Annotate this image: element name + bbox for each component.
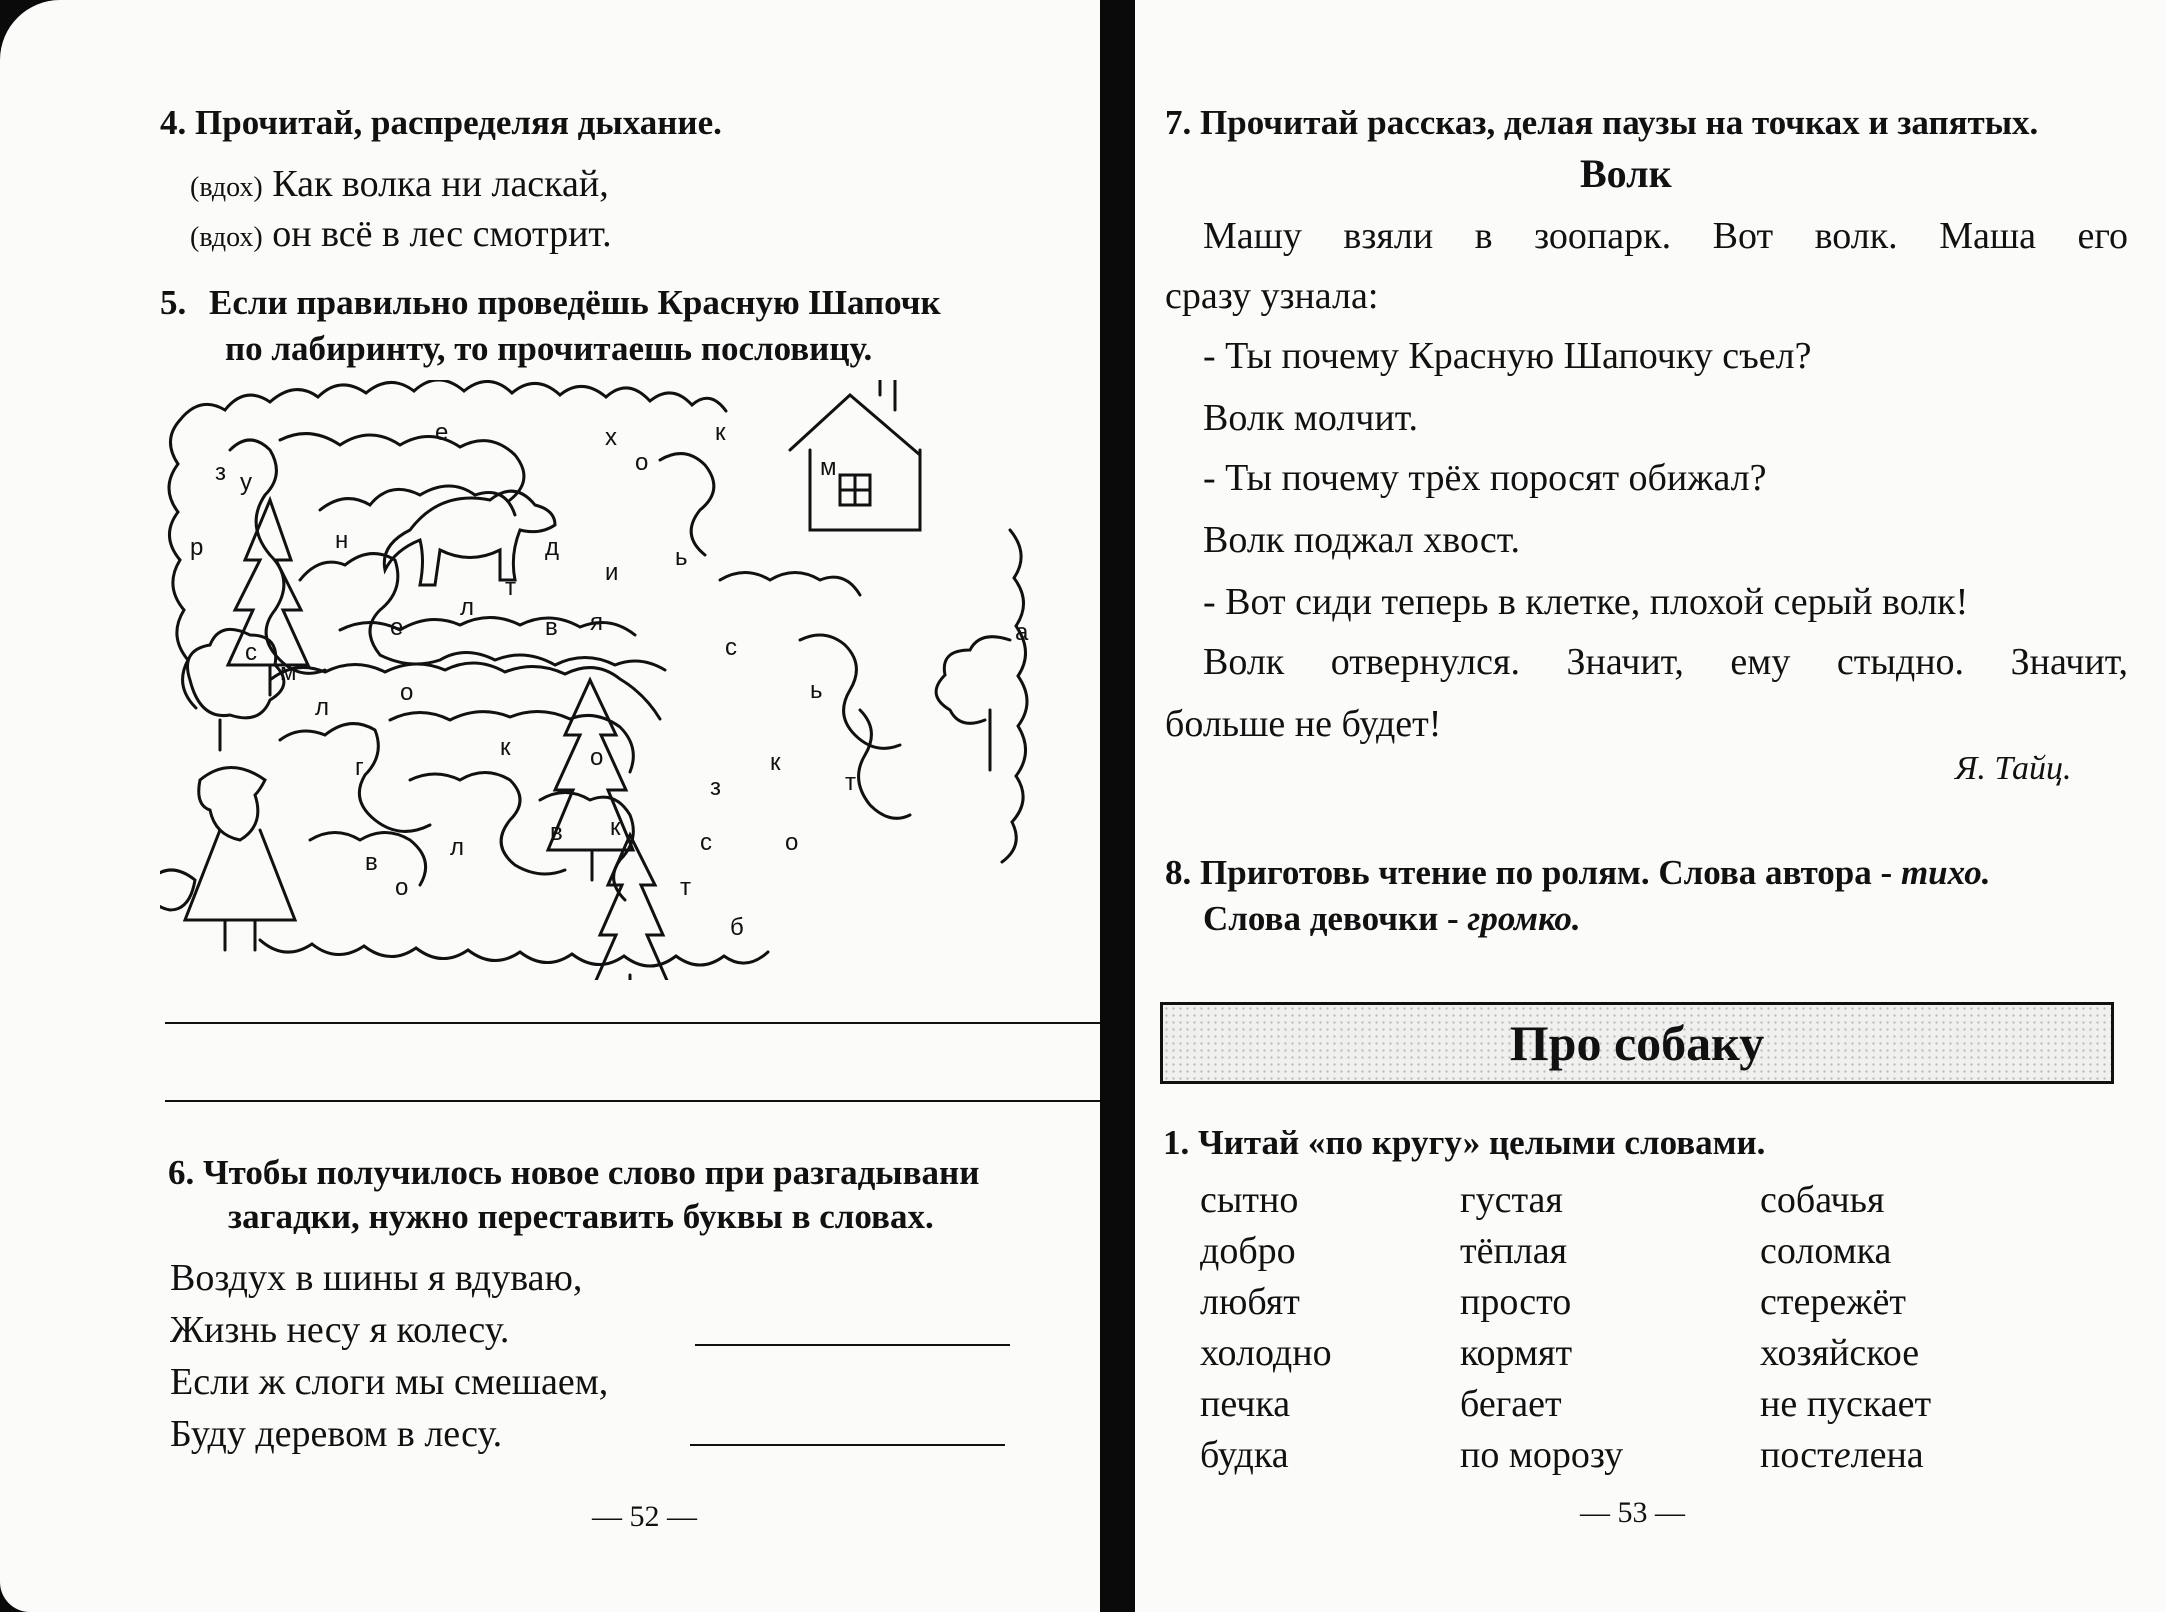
maze-letter: ь (675, 544, 688, 571)
maze-letter: к (770, 749, 781, 776)
word-3-3: стережёт (1760, 1281, 1906, 1323)
word-3-1: собачья (1760, 1179, 1885, 1221)
task8-emphasis: тихо. (1900, 853, 1991, 892)
task4-line-2 (190, 208, 612, 264)
word-2-6: по морозу (1460, 1434, 1624, 1476)
maze-letters (190, 419, 1029, 941)
riddle-line-4: Буду деревом в лесу. (170, 1413, 503, 1455)
word-2-3: просто (1460, 1281, 1572, 1323)
story-line-2: сразу узнала: (1165, 275, 1379, 317)
word-2-1: густая (1460, 1179, 1563, 1221)
maze-letter: е (435, 419, 449, 446)
task6-line-2: загадки, нужно переставить буквы в словах. (228, 1197, 934, 1236)
riddle-line-3: Если ж слоги мы смешаем, (170, 1361, 609, 1403)
task5-text: Если правильно проведёшь Красную Шапочк (209, 283, 941, 322)
maze-letter: л (460, 594, 475, 621)
maze-letter: б (730, 914, 744, 941)
story-title: Волк (1580, 151, 1672, 196)
word-1-5: печка (1200, 1383, 1291, 1425)
maze-letter: л (450, 834, 465, 861)
maze-letter: о (395, 874, 409, 901)
maze-letter: я (590, 609, 603, 636)
word-1-4: холодно (1200, 1332, 1332, 1374)
story-author: Я. Тайц. (1955, 750, 2072, 787)
story-line-5: - Ты почему трёх поросят обижал? (1203, 457, 1767, 499)
maze-letter: о (785, 829, 799, 856)
word-last (1760, 1430, 1924, 1480)
maze-letter: к (500, 734, 511, 761)
task5-number: 5. (160, 283, 187, 322)
word-3-4: хозяйское (1760, 1332, 1920, 1374)
task5-line-1 (160, 280, 941, 326)
riddle-answer-line-1[interactable] (695, 1344, 1010, 1346)
story-line-6: Волк поджал хвост. (1203, 519, 1521, 561)
word-part: пост (1760, 1434, 1834, 1476)
story-line-9: больше не будет! (1165, 703, 1442, 745)
word-1-3: любят (1200, 1281, 1300, 1323)
word-part: лена (1850, 1434, 1924, 1476)
word-1-6: будка (1200, 1434, 1289, 1476)
word-accent: е (1833, 1434, 1851, 1476)
maze-letter: г (355, 754, 364, 781)
task8-text: Слова девочки - (1203, 899, 1468, 938)
task8-line-1 (1165, 850, 1991, 896)
story-line-4: Волк молчит. (1203, 397, 1418, 439)
maze-letter: с (725, 634, 737, 661)
maze-letter: у (240, 469, 252, 496)
task8-text: 8. Приготовь чтение по ролям. Слова автора - (1165, 853, 1901, 892)
maze-letter: д (545, 534, 560, 561)
maze-letter: а (1015, 619, 1029, 646)
task5-line-2: по лабиринту, то прочитаешь пословицу. (225, 329, 873, 368)
maze-letter: о (400, 679, 414, 706)
maze-letter: з (215, 459, 227, 486)
maze-letter: о (635, 449, 649, 476)
maze-letter: в (365, 849, 378, 876)
task6-line-1: 6. Чтобы получилось новое слово при разгадывани (168, 1153, 980, 1192)
maze-letter: л (315, 694, 330, 721)
section-title-box (1160, 1002, 2114, 1084)
answer-line-2[interactable] (165, 1100, 1100, 1102)
story-line-8: Волк отвернулся. Значит, ему стыдно. Значит, (1203, 641, 2128, 683)
maze-letter: в (545, 614, 558, 641)
proverb-line: он всё в лес смотрит. (272, 213, 612, 255)
page-number: — 53 — (1580, 1496, 1685, 1529)
right-page (1135, 0, 2166, 1612)
riddle-answer-line-2[interactable] (690, 1444, 1005, 1446)
task1-title: 1. Читай «по кругу» целыми словами. (1163, 1123, 1766, 1162)
maze-illustration (160, 380, 1100, 980)
riddle-line-1: Воздух в шины я вдуваю, (170, 1257, 583, 1299)
maze-letter: и (605, 559, 619, 586)
task8-line-2 (1203, 896, 1581, 942)
breath-marker: (вдох) (190, 222, 263, 253)
maze-letter: м (280, 659, 297, 686)
word-1-1: сытно (1200, 1179, 1299, 1221)
maze-letter: к (610, 814, 621, 841)
maze-letter: т (505, 574, 516, 601)
page-number: — 52 — (592, 1500, 697, 1533)
maze-letter: с (245, 639, 257, 666)
maze-letter: м (820, 454, 837, 481)
breath-marker: (вдох) (190, 172, 263, 203)
maze-letter: р (190, 534, 204, 561)
maze-letter: з (710, 774, 722, 801)
task4-line-1 (190, 158, 609, 214)
maze-letter: в (550, 819, 563, 846)
word-2-5: бегает (1460, 1383, 1562, 1425)
word-2-4: кормят (1460, 1332, 1573, 1374)
story-line-7: - Вот сиди теперь в клетке, плохой серый волк! (1203, 581, 1969, 623)
maze-letter: е (390, 614, 404, 641)
proverb-line: Как волка ни ласкай, (272, 163, 609, 205)
maze-letter: с (700, 829, 712, 856)
word-1-2: добро (1200, 1230, 1296, 1272)
maze-letter: о (590, 744, 604, 771)
story-line-1: Машу взяли в зоопарк. Вот волк. Маша его (1203, 215, 2128, 257)
task4-title: 4. Прочитай, распределяя дыхание. (160, 103, 722, 142)
maze-letter: х (605, 424, 617, 451)
answer-line-1[interactable] (165, 1022, 1100, 1024)
maze-letter: к (715, 419, 726, 446)
maze-letter: т (845, 769, 856, 796)
word-3-2: соломка (1760, 1230, 1892, 1272)
word-3-5: не пускает (1760, 1383, 1932, 1425)
word-2-2: тёплая (1460, 1230, 1568, 1272)
task7-title: 7. Прочитай рассказ, делая паузы на точках и запятых. (1165, 103, 2039, 142)
section-title: Про собаку (1509, 1015, 1765, 1071)
maze-letter: т (680, 874, 691, 901)
maze-letter: ь (810, 677, 823, 704)
task8-emphasis: громко. (1467, 899, 1581, 938)
riddle-line-2: Жизнь несу я колесу. (170, 1309, 510, 1351)
story-line-3: - Ты почему Красную Шапочку съел? (1203, 335, 1812, 377)
maze-letter: н (335, 527, 349, 554)
